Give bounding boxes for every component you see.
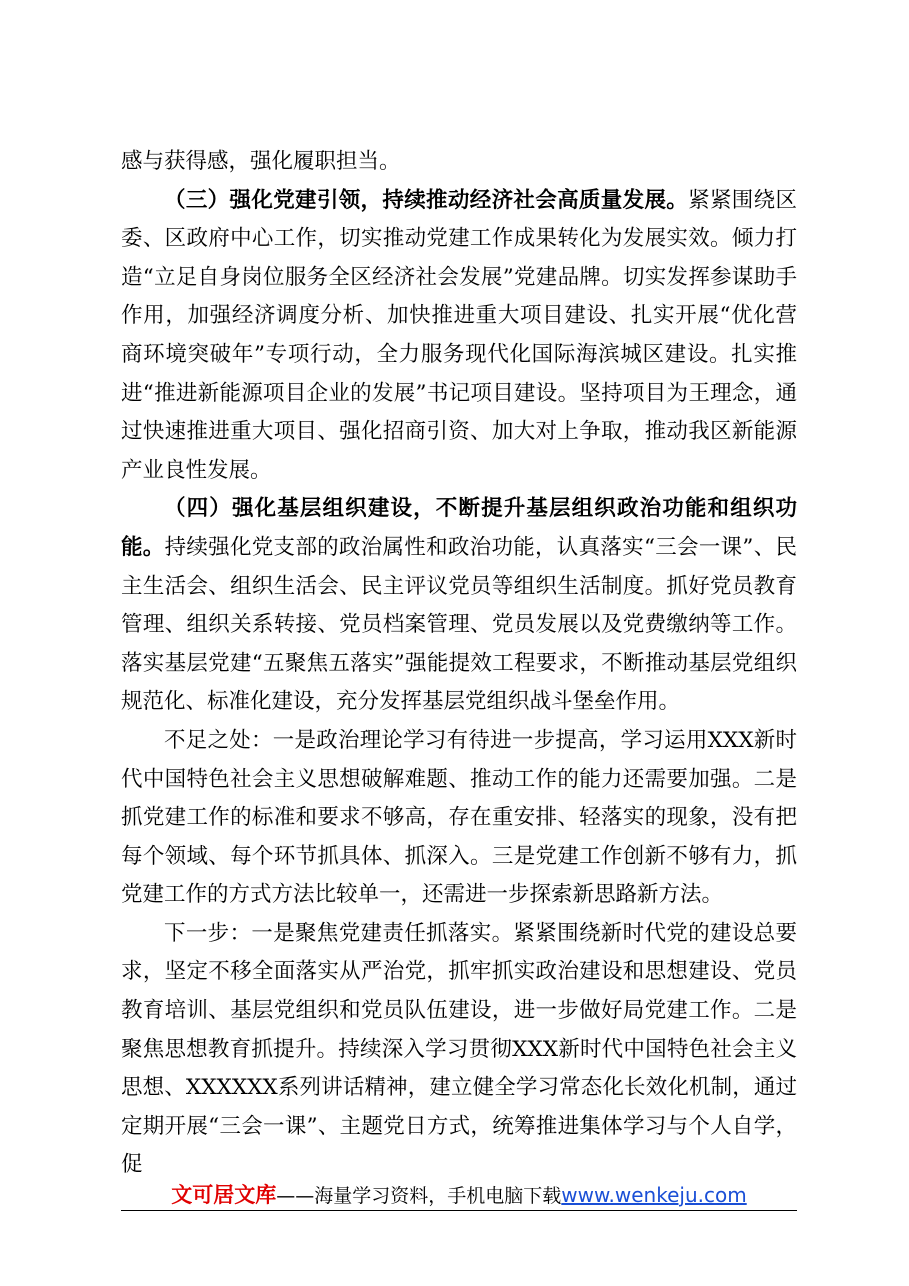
section-heading: （三）强化党建引领，持续推动经济社会高质量发展。 xyxy=(164,187,689,213)
paragraph-text: 不足之处：一是政治理论学习有待进一步提高，学习运用XXX新时代中国特色社会主义思想破解难题、推动工作的能力还需要加强。二是抓党建工作的标准和要求不够高，存在重安排、轻落实的现象，没有把每个领域、每个环节抓具体、抓深入。三是党建工作创新不够有力，抓党建工作的方式方法比较单一，还需进一步探索新思路新方法。 xyxy=(121,727,797,908)
paragraph-next-steps xyxy=(121,915,797,1185)
paragraph-text: 紧紧围绕区委、区政府中心工作，切实推动党建工作成果转化为发展实效。倾力打造“立足自身岗位服务全区经济社会发展”党建品牌。切实发挥参谋助手作用，加强经济调度分析、加快推进重大项目建设、扎实开展“优化营商环境突破年”专项行动，全力服务现代化国际海滨城区建设。扎实推进“推进新能源项目企业的发展”书记项目建设。坚持项目为王理念，通过快速推进重大项目、强化招商引资、加大对上争取，推动我区新能源产业良性发展。 xyxy=(121,187,797,483)
footer-tagline: ——海量学习资料，手机电脑下载 xyxy=(276,1185,562,1207)
document-body xyxy=(121,143,797,1185)
page-footer xyxy=(121,1180,797,1211)
paragraph-shortcomings xyxy=(121,722,797,915)
paragraph-text: 持续强化党支部的政治属性和政治功能，认真落实“三会一课”、民主生活会、组织生活会、民主评议党员等组织生活制度。抓好党员教育管理、组织关系转接、党员档案管理、党员发展以及党费缴纳等工作。落实基层党建“五聚焦五落实”强能提效工程要求，不断推动基层党组织规范化、标准化建设，充分发挥基层党组织战斗堡垒作用。 xyxy=(121,534,797,715)
footer-brand: 文可居文库 xyxy=(171,1183,277,1207)
section-heading: （四）强化基层组织建设，不断提升基层组织政治功能和组织功能。 xyxy=(121,496,797,560)
paragraph-text: 感与获得感，强化履职担当。 xyxy=(121,149,401,174)
paragraph-section-four xyxy=(121,490,797,722)
footer-link[interactable]: www.wenkeju.com xyxy=(561,1183,747,1207)
footer-divider xyxy=(121,1210,797,1211)
paragraph-continuation xyxy=(121,143,797,182)
paragraph-text: 下一步：一是聚焦党建责任抓落实。紧紧围绕新时代党的建设总要求，坚定不移全面落实从严治党，抓牢抓实政治建设和思想建设、党员教育培训、基层党组织和党员队伍建设，进一步做好局党建工作。二是聚焦思想教育抓提升。持续深入学习贯彻XXX新时代中国特色社会主义思想、XXXXXX系列讲话精神，建立健全学习常态化长效化机制，通过定期开展“三会一课”、主题党日方式，统筹推进集体学习与个人自学，促 xyxy=(121,920,797,1178)
paragraph-section-three xyxy=(121,182,797,491)
